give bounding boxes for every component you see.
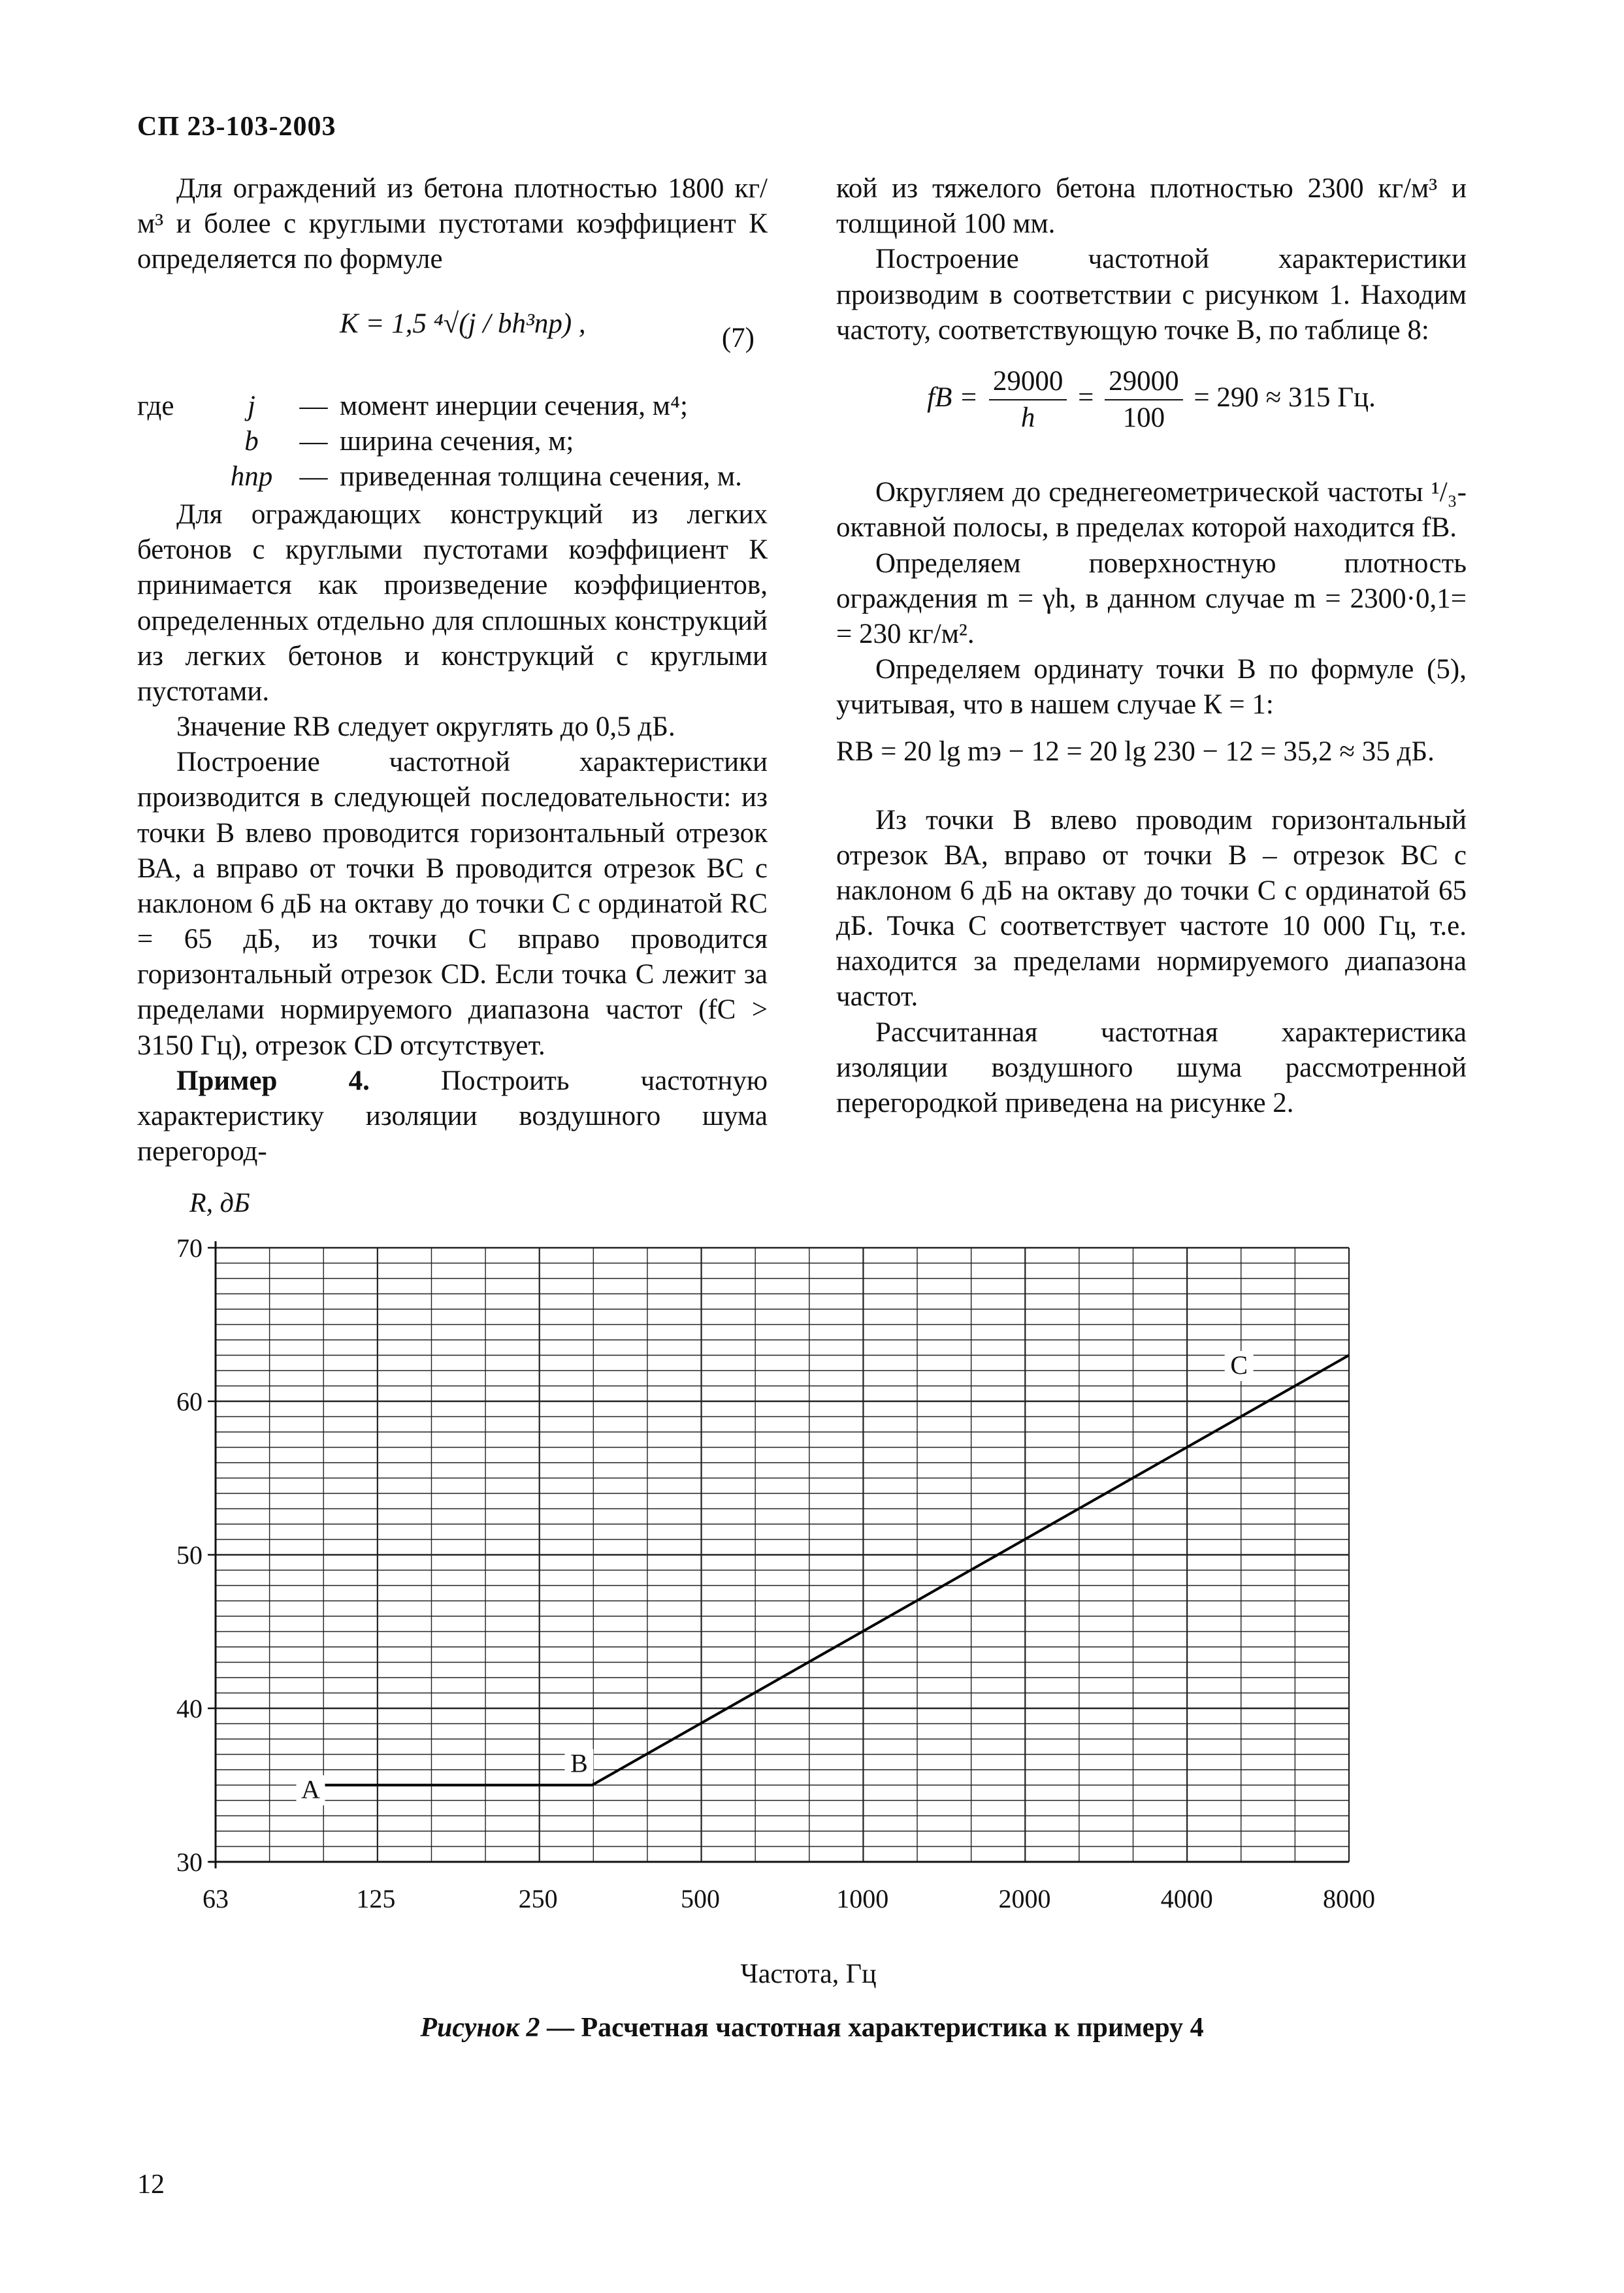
figure-2-chart: [150, 1182, 1431, 2006]
example-text: Построить частотную характеристику изоляции воздушного шума перегород-: [137, 1065, 768, 1167]
caption-label: Рисунок 2: [420, 2013, 540, 2043]
definition-text: приведенная толщина сечения, м.: [340, 461, 742, 492]
definitions-list: [137, 389, 768, 495]
right-column: [836, 171, 1467, 1121]
x-axis-label: Частота, Гц: [740, 1959, 877, 1989]
y-axis-label: R, дБ: [189, 1188, 250, 1218]
x-tick-label: 8000: [1323, 1884, 1375, 1913]
x-tick-label: 4000: [1160, 1884, 1213, 1913]
left-paragraph-2: Для ограждающих конструкций из легких бетонов с круглыми пустотами коэффициент К принимается как произведение коэффициентов, определенных отдельно для сплошных конструкций из легких бетонов и конструкций с круглыми пустотами.: [137, 499, 768, 707]
equation-fb: [836, 364, 1467, 436]
y-tick-label: 30: [176, 1847, 203, 1877]
x-tick-label: 2000: [998, 1884, 1051, 1913]
left-paragraph-1: Для ограждений из бетона плотностью 1800 кг/м³ и более с круглыми пустотами коэффициент К определяется по формуле: [137, 173, 768, 275]
annotation-label-a: A: [301, 1774, 320, 1804]
y-tick-label: 60: [176, 1387, 203, 1416]
x-tick-label: 250: [518, 1884, 558, 1913]
definition-label: где: [137, 390, 174, 421]
fraction-2: [1105, 364, 1183, 436]
definition-row: [137, 389, 768, 424]
eq-lhs: fВ =: [927, 382, 979, 413]
chart-svg: [150, 1182, 1431, 2006]
right-paragraph-3: Округляем до среднегеометрической частоты ¹/₃-октавной полосы, в пределах которой находится fВ.: [836, 477, 1467, 544]
left-column: [137, 171, 768, 1169]
equation-rb: RВ = 20 lg mэ − 12 = 20 lg 230 − 12 = 35,2 ≈ 35 дБ.: [836, 736, 1435, 768]
page-number: 12: [137, 2170, 165, 2200]
right-paragraph-4: Определяем поверхностную плотность ограждения m = γh, в данном случае m = 2300·0,1= = 230 кг/м².: [836, 547, 1467, 649]
x-tick-label: 125: [356, 1884, 396, 1913]
y-tick-label: 40: [176, 1694, 203, 1723]
definition-symbol: j: [248, 390, 255, 421]
fraction-denominator: 100: [1122, 402, 1165, 434]
left-paragraph-3: Значение RВ следует округлять до 0,5 дБ.: [176, 711, 675, 743]
fraction-numerator: 29000: [1105, 364, 1183, 400]
caption-text: — Расчетная частотная характеристика к примеру 4: [540, 2013, 1204, 2043]
equals-sign: =: [1078, 382, 1094, 413]
formula-7: [137, 287, 768, 385]
y-tick-label: 70: [176, 1233, 203, 1263]
right-paragraph-2: Построение частотной характеристики производим в соответствии с рисунком 1. Находим частоту, соответствующую точке В, по таблице 8:: [836, 244, 1467, 346]
figure-caption: [0, 2012, 1624, 2043]
left-paragraph-5: [137, 1064, 768, 1170]
right-paragraph-1: кой из тяжелого бетона плотностью 2300 кг/м³ и толщиной 100 мм.: [836, 173, 1467, 240]
right-paragraph-6: Из точки В влево проводим горизонтальный отрезок ВА, вправо от точки В – отрезок ВС с наклоном 6 дБ на октаву до точки С с ординатой 65 дБ. Точка С соответствует частоте 10 000 Гц, т.е. находится за пределами нормируемого диапазона частот.: [836, 804, 1467, 1013]
definition-symbol: b: [244, 425, 259, 457]
eq-rhs: = 290 ≈ 315 Гц.: [1194, 382, 1376, 413]
x-tick-label: 63: [203, 1884, 229, 1913]
definition-dash: —: [299, 425, 328, 457]
definition-dash: —: [299, 461, 328, 492]
definition-dash: —: [299, 390, 328, 421]
right-paragraph-7: Рассчитанная частотная характеристика изоляции воздушного шума рассмотренной перегородкой приведена на рисунке 2.: [836, 1016, 1467, 1118]
y-tick-label: 50: [176, 1540, 203, 1570]
formula-k: K = 1,5 ⁴√(j / bh³пр) ,: [340, 308, 586, 339]
document-code: СП 23-103-2003: [137, 112, 336, 142]
right-paragraph-5: Определяем ординату точки В по формуле (5), учитывая, что в нашем случае К = 1:: [836, 654, 1467, 721]
fraction-1: [989, 364, 1067, 436]
annotation-label-b: B: [570, 1748, 588, 1778]
definition-row: [137, 424, 768, 459]
example-label: Пример 4.: [176, 1065, 370, 1096]
annotation-label-c: C: [1230, 1350, 1248, 1380]
fraction-numerator: 29000: [989, 364, 1067, 400]
definition-text: момент инерции сечения, м⁴;: [340, 390, 688, 421]
x-tick-label: 1000: [836, 1884, 889, 1913]
definition-row: [137, 459, 768, 495]
fraction-denominator: h: [1020, 402, 1035, 434]
left-paragraph-4: Построение частотной характеристики производится в следующей последовательности: из точки В влево проводится горизонтальный отрезок ВА, а вправо от точки В проводится отрезок ВС с наклоном 6 дБ на октаву до точки С с ординатой RC = 65 дБ, из точки С вправо проводится горизонтальный отрезок CD. Если точка С лежит за пределами нормируемого диапазона частот (fC > 3150 Гц), отрезок CD отсутствует.: [137, 747, 768, 1061]
definition-text: ширина сечения, м;: [340, 425, 574, 457]
x-tick-label: 500: [680, 1884, 720, 1913]
formula-number: (7): [721, 322, 755, 353]
definition-symbol: hпр: [230, 461, 273, 492]
